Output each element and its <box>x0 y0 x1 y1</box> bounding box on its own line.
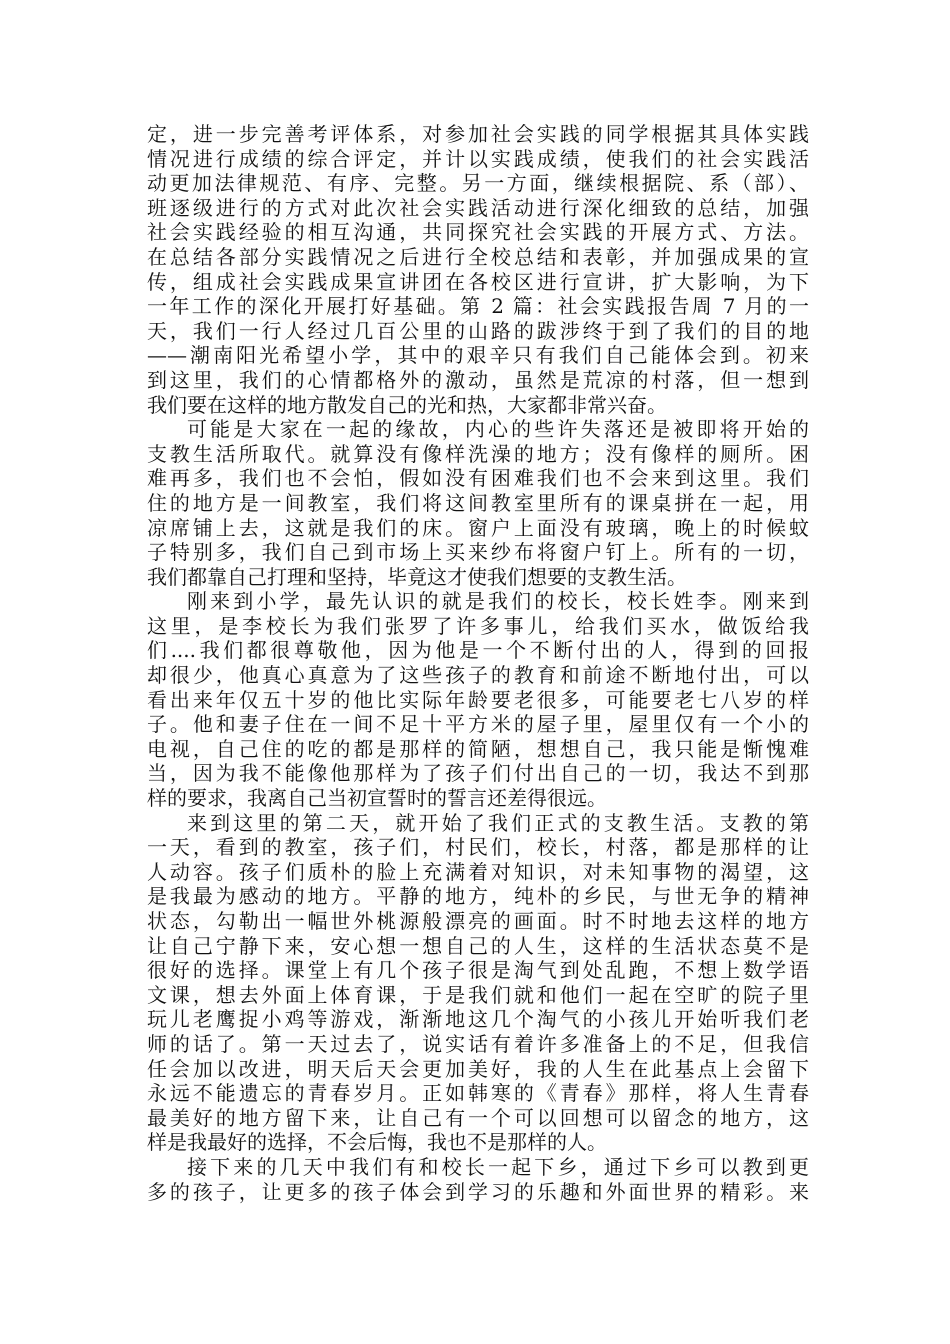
paragraph-3 <box>147 589 809 810</box>
text-line: ——潮南阳光希望小学，其中的艰辛只有我们自己能体会到。初来 <box>147 343 809 368</box>
text-line: 动更加法律规范、有序、完整。另一方面，继续根据院、系（部）、 <box>147 171 809 196</box>
text-line: 人动容。孩子们质朴的脸上充满着对知识，对未知事物的渴望，这 <box>147 859 809 884</box>
text-line: 刚来到小学，最先认识的就是我们的校长，校长姓李。刚来到 <box>187 589 809 614</box>
text-line: 可能是大家在一起的缘故，内心的些许失落还是被即将开始的 <box>187 417 809 442</box>
text-line: 看出来年仅五十岁的他比实际年龄要老很多，可能要老七八岁的样 <box>147 687 809 712</box>
text-line: 支教生活所取代。就算没有像样洗澡的地方；没有像样的厕所。困 <box>147 441 809 466</box>
text-line: 任会加以改进，明天后天会更加美好，我的人生在此基点上会留下 <box>147 1056 809 1081</box>
text-line: 我们要在这样的地方散发自己的光和热，大家都非常兴奋。 <box>147 392 667 417</box>
text-line: 玩儿老鹰捉小鸡等游戏，渐渐地这几个淘气的小孩儿开始听我们老 <box>147 1007 809 1032</box>
text-line: 来到这里的第二天，就开始了我们正式的支教生活。支教的第 <box>187 810 809 835</box>
text-line: 让自己宁静下来，安心想一想自己的人生，这样的生活状态莫不是 <box>147 933 809 958</box>
text-line: 当，因为我不能像他那样为了孩子们付出自己的一切，我达不到那 <box>147 761 809 786</box>
document-body <box>147 122 809 1204</box>
paragraph-1 <box>147 122 809 417</box>
paragraph-5 <box>147 1155 809 1204</box>
text-line: 到这里，我们的心情都格外的激动，虽然是荒凉的村落，但一想到 <box>147 367 809 392</box>
text-line: 天，我们一行人经过几百公里的山路的跋涉终于到了我们的目的地 <box>147 318 809 343</box>
text-line: 样是我最好的选择，不会后悔，我也不是那样的人。 <box>147 1130 607 1155</box>
text-line: 电视，自己住的吃的都是那样的简陋，想想自己，我只能是惭愧难 <box>147 736 809 761</box>
text-line: 凉席铺上去，这就是我们的床。窗户上面没有玻璃，晚上的时候蚊 <box>147 515 809 540</box>
text-line: 传，组成社会实践成果宣讲团在各校区进行宣讲，扩大影响，为下 <box>147 269 809 294</box>
text-line: 在总结各部分实践情况之后进行全校总结和表彰，并加强成果的宣 <box>147 244 809 269</box>
text-line: 接下来的几天中我们有和校长一起下乡，通过下乡可以教到更 <box>187 1154 809 1179</box>
text-line: 师的话了。第一天过去了，说实话有着许多准备上的不足，但我信 <box>147 1031 809 1056</box>
text-line: 住的地方是一间教室，我们将这间教室里所有的课桌拼在一起，用 <box>147 490 809 515</box>
text-line: 文课，想去外面上体育课，于是我们就和他们一起在空旷的院子里 <box>147 982 809 1007</box>
text-line: 一年工作的深化开展打好基础。第 2 篇：社会实践报告周 7 月的一 <box>147 294 809 319</box>
text-line: 最美好的地方留下来，让自己有一个可以回想可以留念的地方，这 <box>147 1105 809 1130</box>
text-line: 是我最为感动的地方。平静的地方，纯朴的乡民，与世无争的精神 <box>147 884 809 909</box>
text-line: 很好的选择。课堂上有几个孩子很是淘气到处乱跑，不想上数学语 <box>147 958 809 983</box>
text-line: 难再多，我们也不会怕，假如没有困难我们也不会来到这里。我们 <box>147 466 809 491</box>
text-line: 们....我们都很尊敬他，因为他是一个不断付出的人，得到的回报 <box>147 638 809 663</box>
text-line: 社会实践经验的相互沟通，共同探究社会实践的开展方式、方法。 <box>147 220 809 245</box>
text-line: 子特别多，我们自己到市场上买来纱布将窗户钉上。所有的一切， <box>147 540 809 565</box>
text-line: 状态，勾勒出一幅世外桃源般漂亮的画面。时不时地去这样的地方 <box>147 909 809 933</box>
text-line: 这里，是李校长为我们张罗了许多事儿，给我们买水，做饭给我 <box>147 613 809 638</box>
text-line: 却很少，他真心真意为了这些孩子的教育和前途不断地付出，可以 <box>147 663 809 688</box>
text-line: 一天，看到的教室，孩子们，村民们，校长，村落，都是那样的让 <box>147 835 809 860</box>
text-line: 定，进一步完善考评体系，对参加社会实践的同学根据其具体实践 <box>147 122 809 146</box>
text-line: 多的孩子，让更多的孩子体会到学习的乐趣和外面世界的精彩。来 <box>147 1179 809 1204</box>
paragraph-4 <box>147 811 809 1155</box>
text-line: 班逐级进行的方式对此次社会实践活动进行深化细致的总结，加强 <box>147 195 809 220</box>
text-line: 子。他和妻子住在一间不足十平方米的屋子里，屋里仅有一个小的 <box>147 712 809 737</box>
text-line: 情况进行成绩的综合评定，并计以实践成绩，使我们的社会实践活 <box>147 146 809 171</box>
paragraph-2 <box>147 417 809 589</box>
text-line: 样的要求，我离自己当初宣誓时的誓言还差得很远。 <box>147 786 607 811</box>
text-line: 我们都靠自己打理和坚持，毕竟这才使我们想要的支教生活。 <box>147 564 687 589</box>
text-line: 永远不能遗忘的青春岁月。正如韩寒的《青春》那样，将人生青春 <box>147 1081 809 1106</box>
